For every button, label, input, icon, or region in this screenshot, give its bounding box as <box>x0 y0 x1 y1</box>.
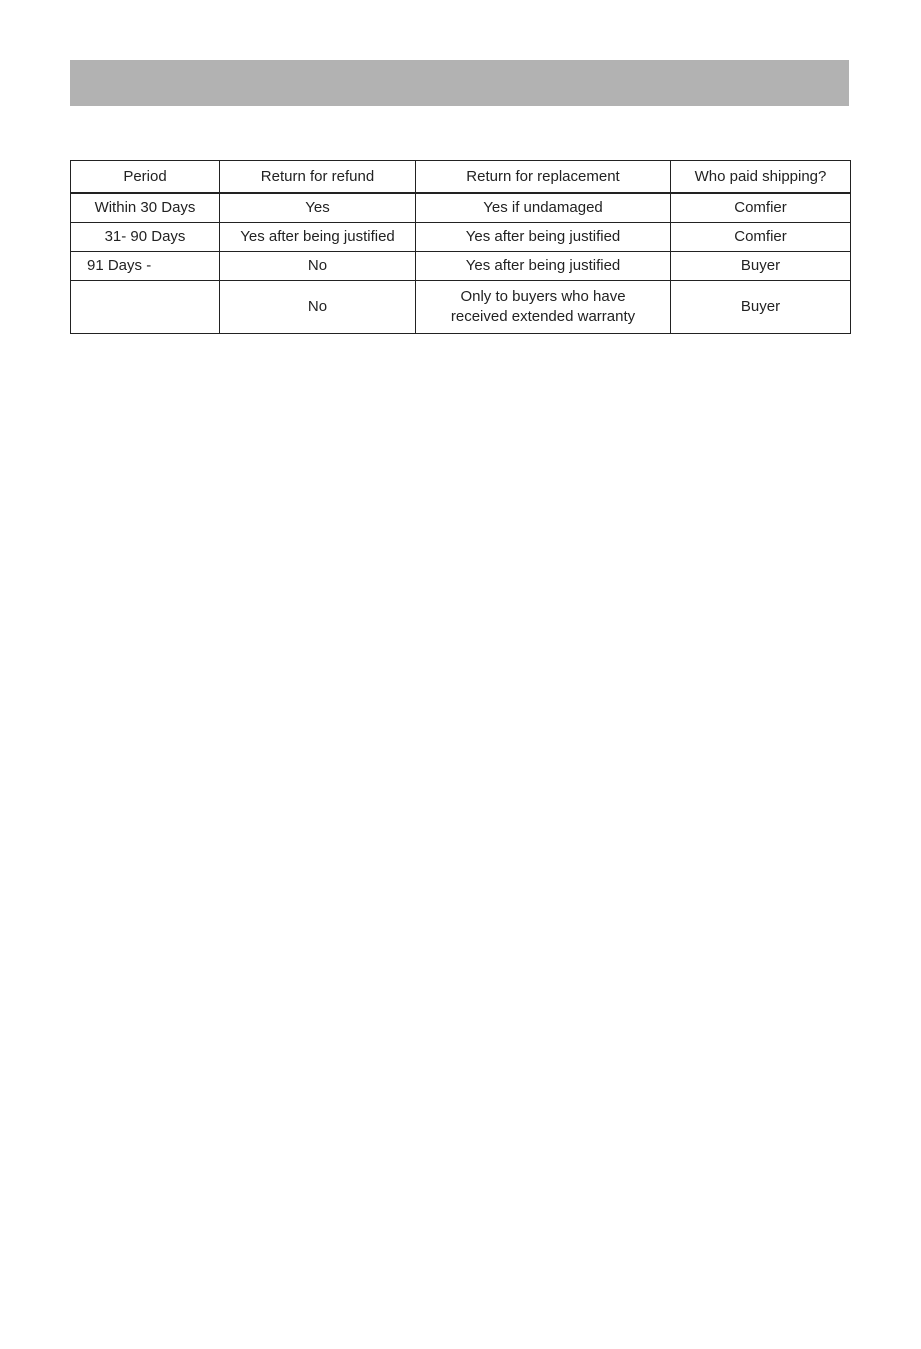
table-row <box>71 281 851 334</box>
header-return-for-replacement: Return for replacement <box>416 161 671 194</box>
section-header-bar <box>70 60 849 106</box>
cell-replacement-line: Only to buyers who have <box>460 288 626 305</box>
cell-period: 91 Days - <box>71 252 220 281</box>
table-row <box>71 223 851 252</box>
table-header-row <box>71 161 851 194</box>
cell-shipping: Buyer <box>671 281 851 334</box>
cell-refund: No <box>220 281 416 334</box>
cell-replacement-line: Yes if undamaged <box>483 199 603 216</box>
cell-period <box>71 281 220 334</box>
cell-replacement <box>416 223 671 252</box>
cell-refund: Yes after being justified <box>220 223 416 252</box>
cell-replacement-line: Yes after being justified <box>465 257 621 274</box>
cell-refund: No <box>220 252 416 281</box>
cell-refund: Yes <box>220 193 416 223</box>
cell-shipping: Comfier <box>671 223 851 252</box>
table-row <box>71 252 851 281</box>
cell-shipping: Comfier <box>671 193 851 223</box>
cell-replacement <box>416 252 671 281</box>
table-row <box>71 193 851 223</box>
cell-replacement <box>416 193 671 223</box>
cell-replacement-line: received extended warranty <box>450 308 636 325</box>
cell-replacement-line: Yes after being justified <box>465 228 621 245</box>
cell-replacement <box>416 281 671 334</box>
header-period: Period <box>71 161 220 194</box>
return-policy-table <box>70 160 851 334</box>
header-return-for-refund: Return for refund <box>220 161 416 194</box>
cell-period: Within 30 Days <box>71 193 220 223</box>
header-who-paid-shipping: Who paid shipping? <box>671 161 851 194</box>
cell-period: 31- 90 Days <box>71 223 220 252</box>
cell-shipping: Buyer <box>671 252 851 281</box>
